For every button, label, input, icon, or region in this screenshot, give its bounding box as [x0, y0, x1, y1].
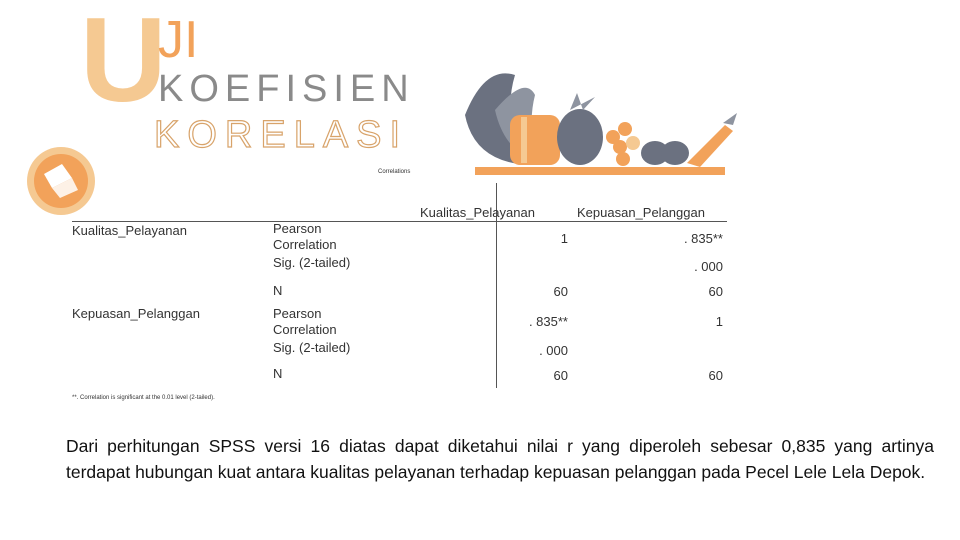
row-variable-kualitas: Kualitas_Pelayanan [72, 223, 187, 238]
row-label-sig: Sig. (2-tailed) [273, 255, 351, 270]
cell-r2-n-v2: 60 [708, 368, 723, 383]
title-big-letter: U [80, 0, 167, 127]
row-label-n: N [273, 283, 283, 298]
cell-r1-n-v1: 60 [553, 284, 568, 299]
row-label-correlation: Correlation [273, 237, 337, 252]
cell-r1-sig-v2: . 000 [694, 259, 723, 274]
cell-r2-pearson-v1: . 835** [528, 314, 568, 329]
cell-r2-n-v1: 60 [553, 368, 568, 383]
correlation-table [72, 183, 727, 393]
cell-r1-n-v2: 60 [708, 284, 723, 299]
cell-r1-pearson-v2: . 835** [683, 231, 723, 246]
row-label-sig: Sig. (2-tailed) [273, 340, 351, 355]
row-variable-kepuasan: Kepuasan_Pelanggan [72, 306, 200, 321]
row-label-correlation: Correlation [273, 322, 337, 337]
row-label-pearson: Pearson [273, 306, 322, 321]
table-footnote: **. Correlation is significant at the 0.01 level (2-tailed). [72, 395, 215, 401]
cell-r1-pearson-v1: 1 [560, 231, 568, 246]
column-header-kualitas: Kualitas_Pelayanan [420, 205, 535, 220]
title-ji: JI [158, 11, 199, 69]
title-line-2: KORELASI [154, 114, 409, 156]
row-label-n: N [273, 366, 283, 381]
cell-r2-sig-v1: . 000 [539, 343, 568, 358]
vegetables-illustration-icon [455, 55, 740, 180]
row-label-pearson: Pearson [273, 221, 322, 236]
title-line-1: KOEFISIEN [158, 68, 415, 110]
table-rule [72, 221, 727, 222]
column-header-kepuasan: Kepuasan_Pelanggan [577, 205, 705, 220]
cell-r2-pearson-v2: 1 [715, 314, 723, 329]
table-caption: Correlations [378, 169, 411, 175]
conclusion-paragraph: Dari perhitungan SPSS versi 16 diatas dapat diketahui nilai r yang diperoleh sebesar 0,835 yang artinya terdapat hubungan kuat antara kualitas pelayanan terhadap kepuasan pelanggan pada Pecel Lele Lela Depok. [66, 436, 934, 482]
